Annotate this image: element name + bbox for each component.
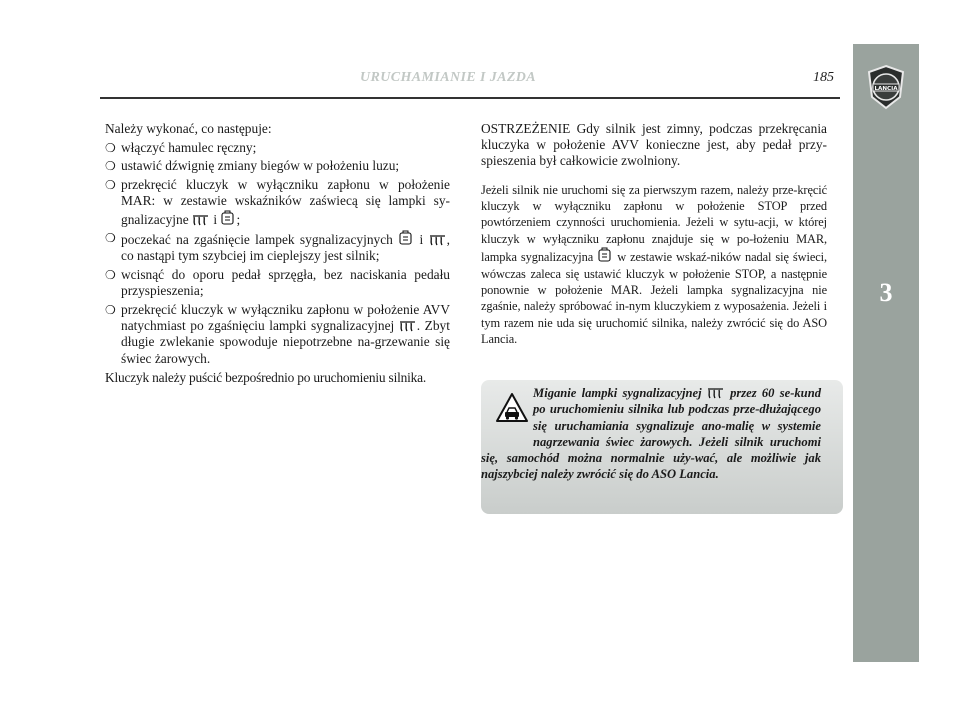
left-column	[105, 121, 450, 386]
warning-triangle-icon	[495, 392, 529, 424]
warning-box	[481, 380, 843, 514]
list-item: ❍ poczekać na zgaśnięcie lampek sygnalizacyjnych i , co nastąpi tym szybciej im cieplejszy jest silnik;	[105, 231, 450, 264]
bullet-marker: ❍	[105, 178, 116, 193]
warning-text: Miganie lampki sygnalizacyjnej przez 60 se-kund po uruchomieniu silnika lub podczas prze-dłużającego się uruchamiania sygnalizuje ano-malię w systemie nagrzewania świec żarowych. Jeżeli silnik uruchomi się, samochód można normalnie uży-wać, ale możliwie jak najszybciej należy zwrócić się do ASO Lancia.	[481, 386, 821, 482]
section-title: URUCHAMIANIE I JAZDA	[360, 70, 537, 85]
warning-lamp-icon	[220, 210, 236, 226]
lancia-logo	[862, 63, 910, 111]
intro-text: Należy wykonać, co następuje:	[105, 121, 272, 136]
warning-lamp-icon	[398, 230, 414, 246]
svg-text:LANCIA: LANCIA	[874, 86, 898, 92]
glow-plug-icon	[399, 321, 417, 332]
chapter-number: 3	[879, 278, 893, 307]
list-item: ❍ włączyć hamulec ręczny;	[105, 139, 257, 155]
chapter-sidebar	[853, 44, 919, 662]
bullet-marker: ❍	[105, 268, 116, 283]
list-item: ❍ przekręcić kluczyk w wyłączniku zapłonu w położenie AVV natychmiast po zgaśnięciu lampki sygnalizacyjnej . Zbyt długie zwlekanie spowoduje niepotrzebne na-grzewanie się świec żarowych.	[105, 302, 450, 366]
bullet-marker: ❍	[105, 159, 116, 174]
list-item: ❍ wcisnąć do oporu pedał sprzęgła, bez naciskania pedału przyspieszenia;	[105, 267, 450, 299]
list-item: ❍ przekręcić kluczyk w wyłączniku zapłonu w położenie MAR: w zestawie wskaźników zaświecą się lampki sy-gnalizacyjne i ;	[105, 177, 450, 227]
right-column	[481, 121, 827, 348]
page-number: 185	[813, 70, 834, 85]
caution-paragraph: OSTRZEŻENIE Gdy silnik jest zimny, podczas przekręcania kluczyka w położenie AVV konieczne jest, aby pedał przy-spieszenia był całkowicie zwolniony.	[481, 121, 827, 169]
warning-lamp-icon	[597, 247, 613, 263]
outro-text: Kluczyk należy puścić bezpośrednio po uruchomieniu silnika.	[105, 369, 427, 385]
bullet-marker: ❍	[105, 140, 116, 155]
bullet-marker: ❍	[105, 231, 116, 246]
list-item: ❍ ustawić dźwignię zmiany biegów w położeniu luzu;	[105, 158, 400, 174]
restart-paragraph: Jeżeli silnik nie uruchomi się za pierwszym razem, należy prze-kręcić kluczyk w wyłączniku zapłonu w położenie STOP przed powtórzeniem czynności uruchomienia. Jeżeli w sytu-acji, w której kluczyk w wyłączniku zapłonu znajduje się w po-łożeniu MAR, lampka sygnalizacyjna w zestawie wskaź-ników nadal się świeci, wówczas zaleca się ustawić kluczyk w położenie STOP, a następnie ponownie w położenie MAR. Jeżeli lampka sygnalizacyjna nie zgaśnie, należy spróbować in-nym kluczykiem z wyposażenia. Jeżeli i tym razem nie uda się uruchomić silnika, należy zwrócić się do ASO Lancia.	[481, 182, 827, 347]
glow-plug-icon	[707, 388, 725, 399]
glow-plug-icon	[429, 235, 447, 246]
glow-plug-icon	[192, 215, 210, 226]
bullet-marker: ❍	[105, 303, 116, 318]
page-header	[100, 68, 840, 88]
header-rule	[100, 97, 840, 99]
